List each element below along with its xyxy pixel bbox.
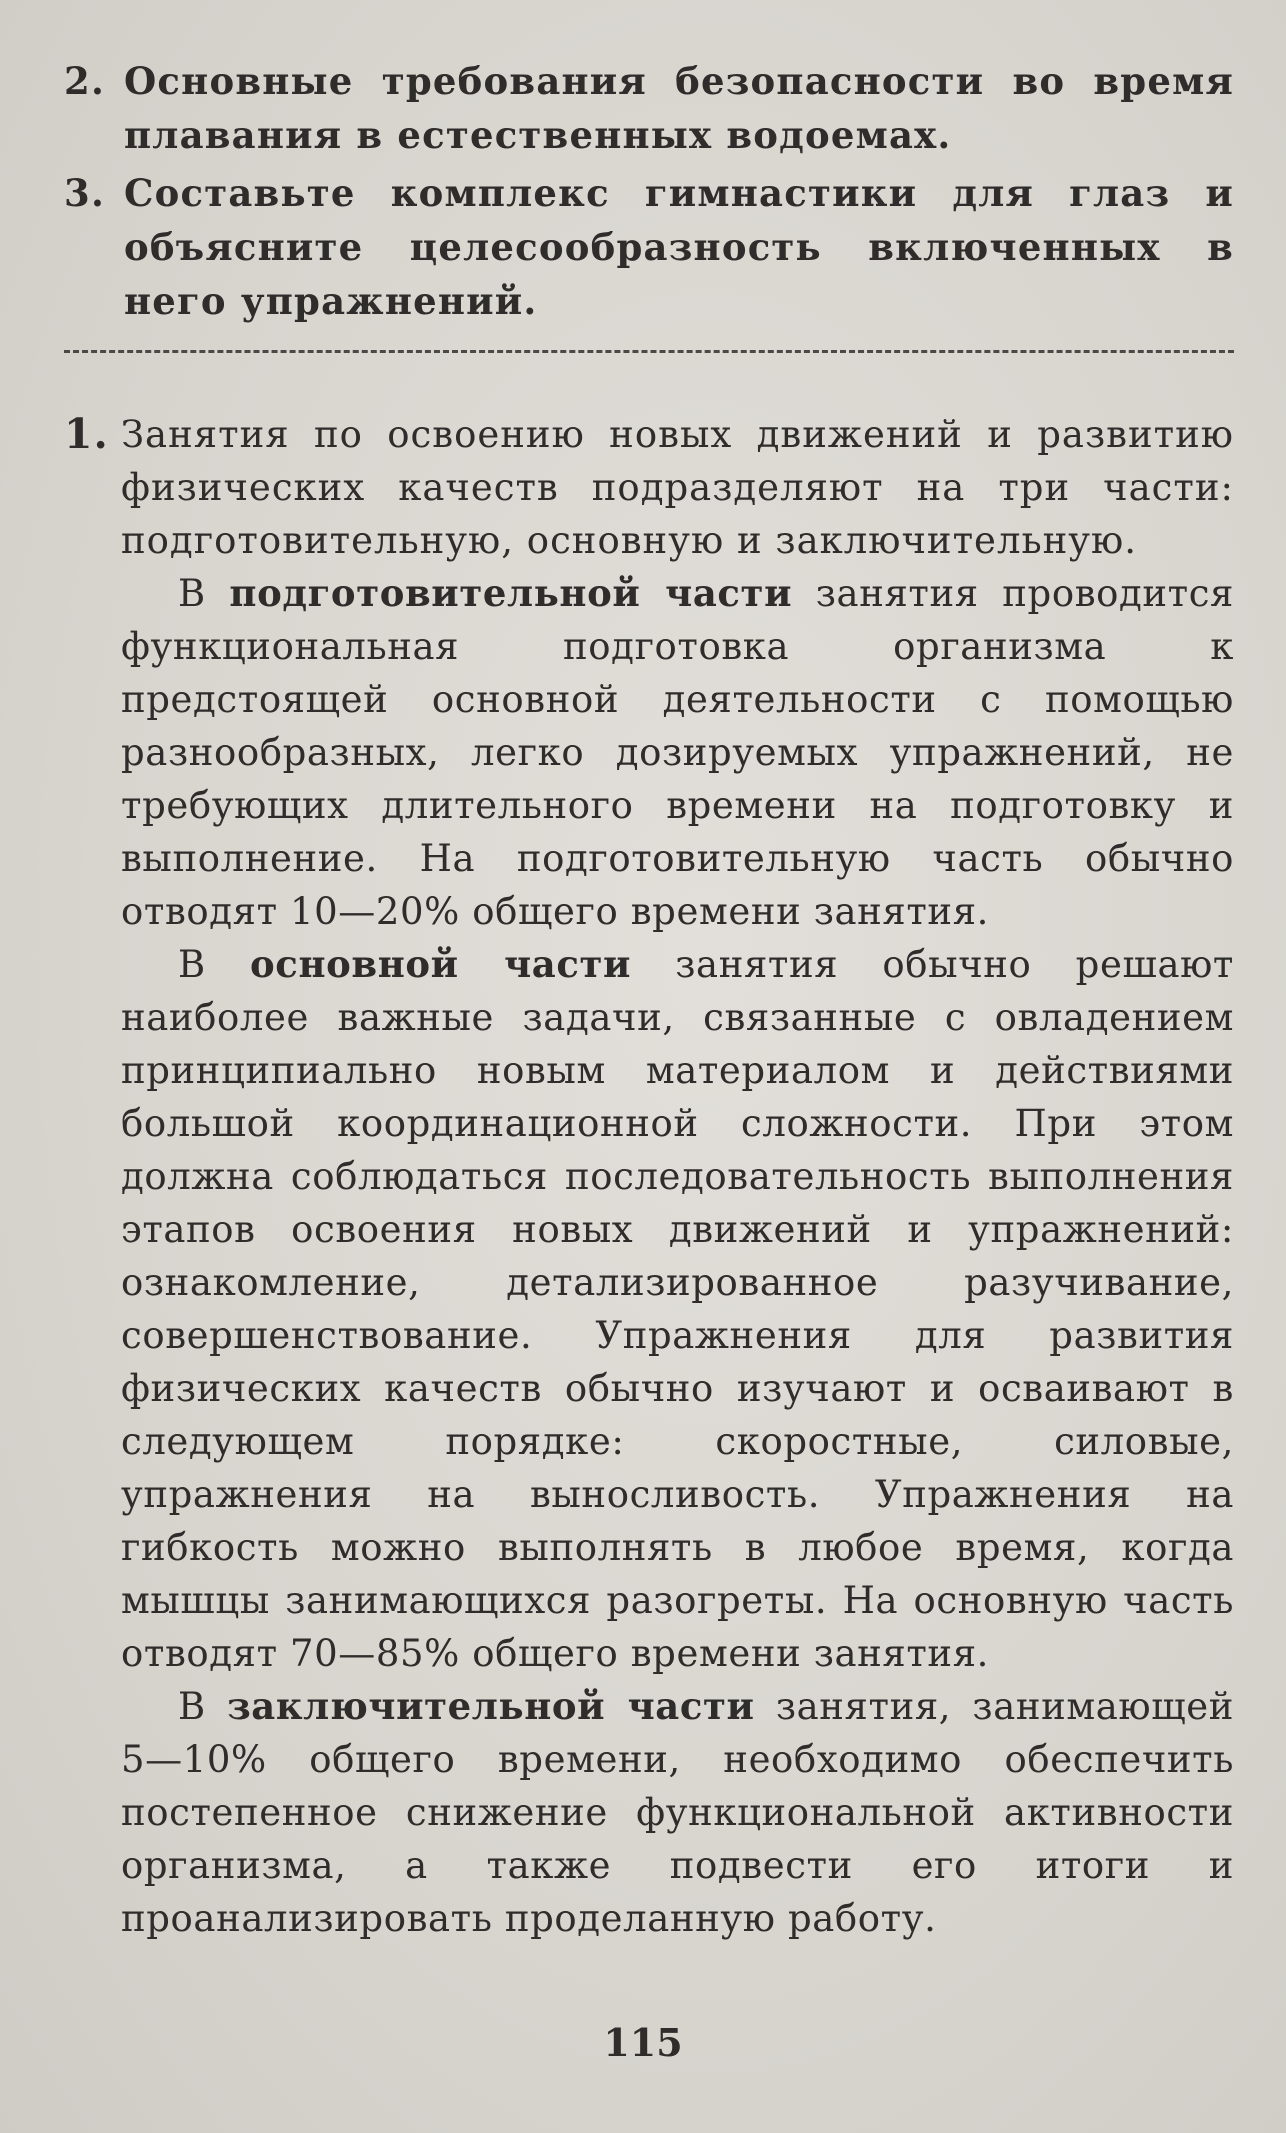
term-preparatory-part: подготовительной части bbox=[229, 571, 793, 615]
dashed-divider bbox=[64, 350, 1234, 353]
answer-intro bbox=[64, 408, 1234, 567]
paragraph-body: занятия обычно решают наиболее важные задачи, связанные с овладением принципиально новым материалом и действиями большой координационной сложности. При этом должна соблюдаться последовательность выполнения этапов освоения новых движений и упражнений: ознакомление, детализированное разучивание, совершенствование. Упражнения для развития физических качеств обычно изучают и осваивают в следующем порядке: скоростные, силовые, упражнения на выносливость. Упражнения на гибкость можно выполнять в любое время, когда мышцы занимающихся разогреты. На основную часть отводят 70—85% общего времени занятия. bbox=[121, 943, 1234, 1675]
paragraph-main bbox=[121, 938, 1234, 1680]
question-number: 2. bbox=[64, 59, 106, 103]
question-list bbox=[64, 54, 1234, 332]
term-final-part: заключительной части bbox=[227, 1684, 755, 1728]
paragraph-final bbox=[121, 1680, 1234, 1945]
paragraph-body: занятия проводится функциональная подготовка организма к предстоящей основной деятельности с помощью разнообразных, легко дозируемых упражнений, не требующих длительного времени на подготовку и выполнение. На подготовительную часть обычно отводят 10—20% общего времени занятия. bbox=[121, 572, 1234, 933]
question-item bbox=[64, 54, 1234, 162]
answer-intro-text: Занятия по освоению новых движений и развитию физических качеств подразделяют на три части: подготовительную, основную и заключительную. bbox=[121, 413, 1234, 562]
paragraph-lead: В bbox=[178, 943, 251, 986]
paragraph-lead: В bbox=[178, 572, 230, 615]
question-number: 3. bbox=[64, 171, 106, 215]
paragraph-body: занятия, занимающей 5—10% общего времени, необходимо обеспечить постепенное снижение функциональной активности организма, а также подвести его итоги и проанализировать проделанную работу. bbox=[121, 1685, 1234, 1940]
paragraph-lead: В bbox=[178, 1685, 228, 1728]
page-number: 115 bbox=[603, 2020, 683, 2065]
question-text: Основные требования безопасности во время плавания в естественных водоемах. bbox=[124, 59, 1234, 157]
question-item bbox=[64, 166, 1234, 328]
question-text: Составьте комплекс гимнастики для глаз и объясните целесообразность включенных в него упражнений. bbox=[124, 171, 1234, 323]
answer-section bbox=[64, 408, 1234, 1945]
answer-number: 1. bbox=[64, 410, 109, 458]
paragraph-preparatory bbox=[121, 567, 1234, 938]
term-main-part: основной части bbox=[250, 942, 632, 986]
